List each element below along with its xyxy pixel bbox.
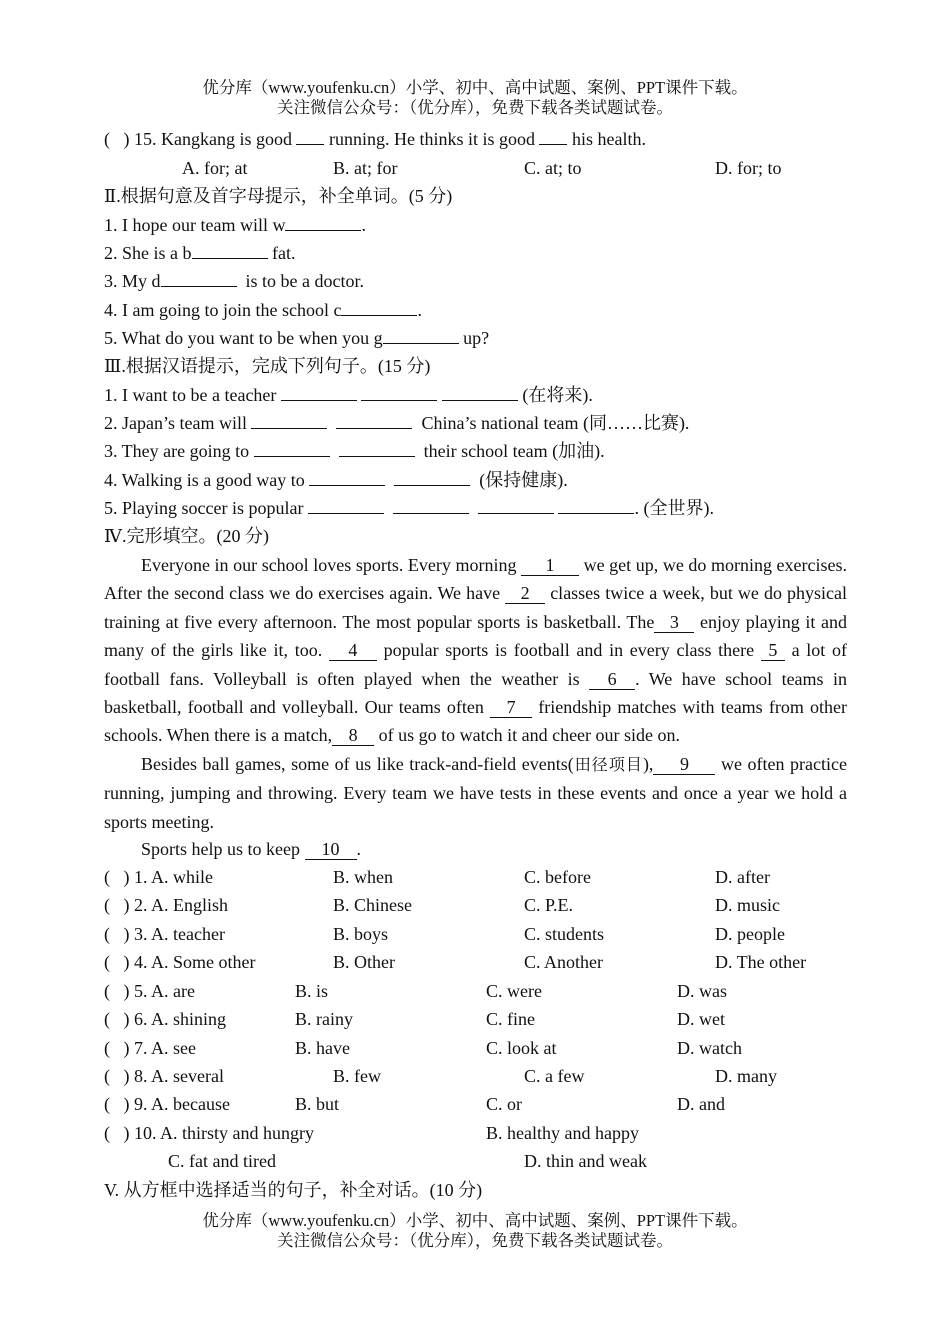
cloze-paragraph-3: Sports help us to keep 10 .: [141, 839, 361, 859]
footer-line-2: 关注微信公众号：（优分库），免费下载各类试题试卷。: [277, 1231, 673, 1250]
section-4-title: Ⅳ.完形填空。(20 分): [104, 526, 269, 546]
cloze-blank-3: 3: [654, 612, 694, 633]
question-15: ( ) 15. Kangkang is good running. He thinks it is good his health.: [104, 125, 848, 153]
section-3-item-1: 1. I want to be a teacher (在将来).: [104, 381, 848, 409]
section-3-item-3: 3. They are going to their school team (加油).: [104, 437, 848, 465]
answer-blank: [478, 494, 554, 514]
cloze-question-6: ( ) 6. A. shining B. rainy C. fine D. wet: [104, 1009, 725, 1029]
header-line-1: 优分库（www.youfenku.cn）小学、初中、高中试题、案例、PPT课件下载。: [202, 78, 748, 97]
cloze-blank-10: 10: [305, 839, 357, 860]
answer-blank: [383, 324, 459, 344]
section-3-item-4: 4. Walking is a good way to (保持健康).: [104, 466, 848, 494]
cloze-question-3: ( ) 3. A. teacher B. boys C. students D. people: [104, 924, 785, 944]
cloze-paragraph-1: Everyone in our school loves sports. Every morning 1 we get up, we do morning exercises. After the second class we do exercises again. We have 2 classes twice a week, but we do physical training at five every afternoon. The most popular sports is basketball. The 3 enjoy playing it and many of the girls like it, too. 4 popular sports is football and in every class there 5 a lot of football fans. Volleyball is often played when the weather is 6 . We have school teams in basketball, football and volleyball. Our teams often 7 friendship matches with teams from other schools. When there is a match, 8 of us go to watch it and cheer our side on.: [104, 555, 848, 746]
section-2-item-4: 4. I am going to join the school c .: [104, 296, 848, 324]
cloze-question-8: ( ) 8. A. several B. few C. a few D. many: [104, 1066, 777, 1086]
cloze-question-4: ( ) 4. A. Some other B. Other C. Another D. The other: [104, 952, 807, 972]
question-15-options: [104, 154, 848, 182]
answer-blank: [361, 381, 437, 401]
cloze-question-2: ( ) 2. A. English B. Chinese C. P.E. D. music: [104, 895, 780, 915]
cloze-blank-1: 1: [521, 555, 579, 576]
answer-blank: [394, 466, 470, 486]
cloze-paragraph-2: Besides ball games, some of us like track-and-field events(田径项目), 9 we often practice running, jumping and throwing. Every team we have tests in these events and once a year we hold a sports meeting.: [104, 754, 847, 832]
option-c: C. at; to: [524, 158, 582, 178]
footer-line-1: 优分库（www.youfenku.cn）小学、初中、高中试题、案例、PPT课件下载。: [202, 1211, 748, 1230]
answer-blank: [393, 494, 469, 514]
cloze-blank-4: 4: [329, 640, 377, 661]
cloze-blank-6: 6: [589, 669, 635, 690]
cloze-blank-8: 8: [332, 725, 374, 746]
section-2-item-2: 2. She is a b fat.: [104, 239, 848, 267]
cloze-blank-7: 7: [490, 697, 532, 718]
answer-blank: [254, 437, 330, 457]
answer-blank: [285, 211, 361, 231]
answer-blank: [442, 381, 518, 401]
answer-blank: [336, 409, 412, 429]
section-3-title: Ⅲ.根据汉语提示，完成下列句子。(15 分): [104, 356, 431, 376]
answer-blank: [308, 494, 384, 514]
answer-blank: [339, 437, 415, 457]
answer-blank: [251, 409, 327, 429]
section-5-title: V. 从方框中选择适当的句子，补全对话。(10 分): [104, 1180, 483, 1200]
answer-blank: [558, 494, 634, 514]
cloze-question-1: ( ) 1. A. while B. when C. before D. after: [104, 867, 770, 887]
answer-blank: [309, 466, 385, 486]
option-a: A. for; at: [182, 158, 248, 178]
option-b: B. at; for: [333, 158, 398, 178]
cloze-question-7: ( ) 7. A. see B. have C. look at D. watch: [104, 1038, 742, 1058]
section-3-item-5: 5. Playing soccer is popular . (全世界).: [104, 494, 848, 522]
section-2-item-1: 1. I hope our team will w .: [104, 211, 848, 239]
section-2-item-5: 5. What do you want to be when you g up?: [104, 324, 848, 352]
cloze-question-5: ( ) 5. A. are B. is C. were D. was: [104, 981, 727, 1001]
answer-blank: [192, 239, 268, 259]
cloze-question-9: ( ) 9. A. because B. but C. or D. and: [104, 1094, 725, 1114]
answer-blank: [161, 267, 237, 287]
section-3-item-2: 2. Japan’s team will China’s national team (同……比赛).: [104, 409, 848, 437]
cloze-blank-5: 5: [761, 640, 785, 661]
answer-blank: [341, 296, 417, 316]
cloze-blank-2: 2: [505, 583, 545, 604]
section-2-item-3: 3. My d is to be a doctor.: [104, 267, 848, 295]
cloze-question-10: ( ) 10. A. thirsty and hungry B. healthy and happy: [104, 1123, 639, 1143]
answer-blank: [296, 125, 324, 145]
option-d: D. for; to: [715, 158, 782, 178]
cloze-question-10-options: C. fat and tired D. thin and weak: [168, 1151, 647, 1171]
answer-blank: [281, 381, 357, 401]
cloze-blank-9: 9: [653, 754, 715, 775]
section-2-title: Ⅱ.根据句意及首字母提示，补全单词。(5 分): [104, 186, 453, 206]
header-line-2: 关注微信公众号：（优分库），免费下载各类试题试卷。: [277, 98, 673, 117]
answer-blank: [539, 125, 567, 145]
